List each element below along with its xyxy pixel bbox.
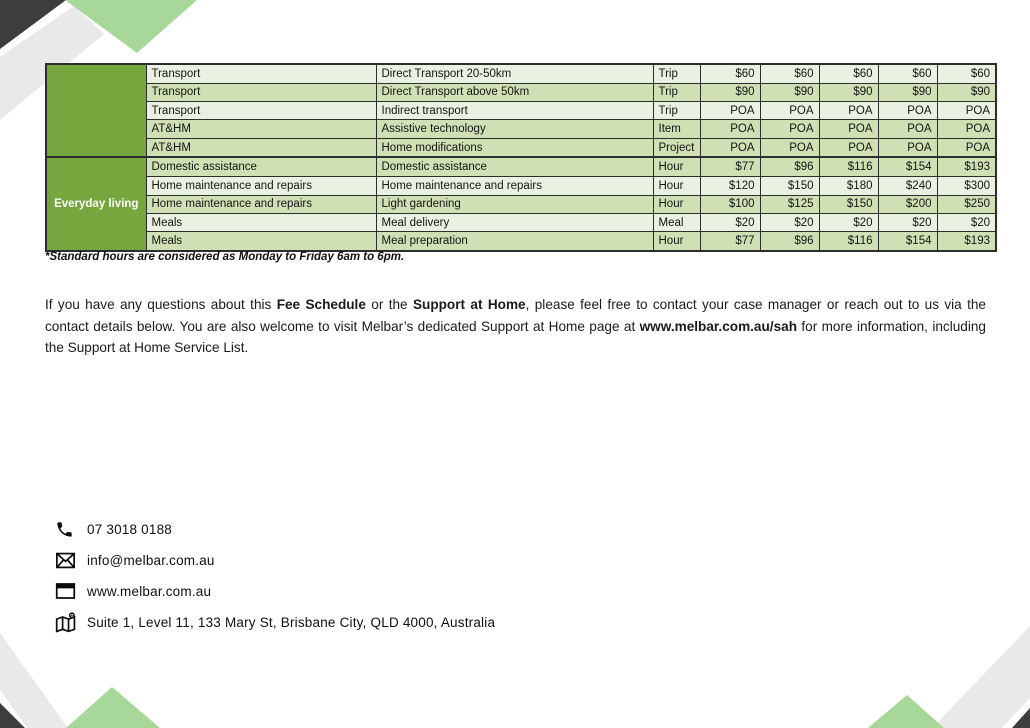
price-cell: $125	[760, 195, 819, 213]
text: , please feel free to contact your case manager or reach out to us via the contact details below. You are also welcome to visit Melbar’s dedicated Support at Home page at	[45, 297, 986, 334]
service-name-cell: Light gardening	[376, 195, 653, 213]
phone-number: 07 3018 0188	[87, 521, 172, 537]
text: or the	[365, 297, 413, 312]
price-cell: $60	[878, 64, 937, 83]
price-cell: $200	[878, 195, 937, 213]
table-row	[46, 138, 996, 157]
unit-cell: Trip	[653, 64, 700, 83]
service-name-cell: Home maintenance and repairs	[376, 177, 653, 195]
price-cell: $60	[937, 64, 996, 83]
price-cell: $120	[700, 177, 760, 195]
service-name-cell: Home modifications	[376, 138, 653, 157]
contact-paragraph	[45, 294, 986, 359]
unit-cell: Project	[653, 138, 700, 157]
unit-cell: Hour	[653, 177, 700, 195]
unit-cell: Trip	[653, 102, 700, 120]
price-cell: $100	[700, 195, 760, 213]
table-row	[46, 120, 996, 138]
text: for more information, including the Support at Home Service List.	[45, 318, 986, 355]
price-cell: POA	[937, 138, 996, 157]
service-type-cell: Transport	[146, 102, 376, 120]
contact-row-website	[55, 580, 495, 602]
table-row	[46, 177, 996, 195]
price-cell: POA	[937, 120, 996, 138]
price-cell: $90	[819, 83, 878, 101]
price-cell: $116	[819, 232, 878, 251]
price-cell: $77	[700, 232, 760, 251]
service-type-cell: AT&HM	[146, 120, 376, 138]
table-row	[46, 195, 996, 213]
text: If you have any questions about this	[45, 297, 277, 312]
service-type-cell: Meals	[146, 232, 376, 251]
price-cell: POA	[760, 120, 819, 138]
price-cell: POA	[700, 138, 760, 157]
service-name-cell: Assistive technology	[376, 120, 653, 138]
unit-cell: Hour	[653, 157, 700, 176]
support-at-home-bold: Support at Home	[412, 297, 526, 312]
price-cell: POA	[819, 102, 878, 120]
unit-cell: Trip	[653, 83, 700, 101]
price-cell: $60	[700, 64, 760, 83]
price-cell: $20	[760, 213, 819, 231]
price-cell: $60	[760, 64, 819, 83]
contact-details	[55, 518, 495, 642]
price-cell: $240	[878, 177, 937, 195]
table-row	[46, 157, 996, 176]
price-cell: $96	[760, 232, 819, 251]
price-cell: $60	[819, 64, 878, 83]
price-cell: $180	[819, 177, 878, 195]
standard-hours-footnote: *Standard hours are considered as Monday to Friday 6am to 6pm.	[45, 251, 405, 263]
price-cell: $150	[760, 177, 819, 195]
service-name-cell: Indirect transport	[376, 102, 653, 120]
fee-schedule-table	[45, 63, 997, 252]
price-cell: POA	[700, 102, 760, 120]
price-cell: POA	[819, 120, 878, 138]
price-cell: $20	[937, 213, 996, 231]
price-cell: POA	[878, 102, 937, 120]
price-cell: POA	[819, 138, 878, 157]
price-cell: POA	[878, 138, 937, 157]
price-cell: $116	[819, 157, 878, 176]
table-row	[46, 232, 996, 251]
table-row	[46, 213, 996, 231]
service-type-cell: Domestic assistance	[146, 157, 376, 176]
phone-icon	[55, 518, 79, 540]
service-type-cell: Transport	[146, 64, 376, 83]
price-cell: $154	[878, 232, 937, 251]
sah-link[interactable]: www.melbar.com.au/sah	[639, 318, 797, 334]
price-cell: POA	[937, 102, 996, 120]
unit-cell: Hour	[653, 232, 700, 251]
bottom-right-green-triangle	[868, 695, 944, 728]
category-cell	[46, 64, 146, 157]
price-cell: POA	[760, 138, 819, 157]
email-icon	[55, 549, 79, 571]
price-cell: POA	[760, 102, 819, 120]
service-type-cell: Transport	[146, 83, 376, 101]
bottom-right-gray-band	[932, 626, 1030, 728]
price-cell: $193	[937, 157, 996, 176]
service-name-cell: Domestic assistance	[376, 157, 653, 176]
category-cell: Everyday living	[46, 157, 146, 251]
service-type-cell: Home maintenance and repairs	[146, 195, 376, 213]
price-cell: $20	[878, 213, 937, 231]
contact-row-email	[55, 549, 495, 571]
price-cell: $20	[700, 213, 760, 231]
contact-row-address	[55, 611, 495, 633]
price-cell: $90	[700, 83, 760, 101]
service-type-cell: AT&HM	[146, 138, 376, 157]
table-row	[46, 102, 996, 120]
price-cell: $150	[819, 195, 878, 213]
unit-cell: Meal	[653, 213, 700, 231]
price-cell: $154	[878, 157, 937, 176]
service-name-cell: Direct Transport above 50km	[376, 83, 653, 101]
bottom-left-green-triangle	[66, 687, 160, 728]
website-icon	[55, 580, 79, 602]
price-cell: $193	[937, 232, 996, 251]
price-cell: $90	[760, 83, 819, 101]
email-address[interactable]: info@melbar.com.au	[87, 552, 215, 568]
map-icon	[55, 611, 79, 633]
service-name-cell: Meal preparation	[376, 232, 653, 251]
price-cell: $300	[937, 177, 996, 195]
service-type-cell: Meals	[146, 213, 376, 231]
street-address: Suite 1, Level 11, 133 Mary St, Brisbane City, QLD 4000, Australia	[87, 614, 496, 630]
price-cell: POA	[700, 120, 760, 138]
service-type-cell: Home maintenance and repairs	[146, 177, 376, 195]
price-cell: $90	[878, 83, 937, 101]
contact-row-phone	[55, 518, 495, 540]
service-name-cell: Meal delivery	[376, 213, 653, 231]
price-cell: $250	[937, 195, 996, 213]
website-url[interactable]: www.melbar.com.au	[87, 583, 212, 599]
unit-cell: Hour	[653, 195, 700, 213]
price-cell: POA	[878, 120, 937, 138]
table-row	[46, 64, 996, 83]
price-cell: $96	[760, 157, 819, 176]
fee-schedule-bold: Fee Schedule	[276, 297, 366, 312]
table-row	[46, 83, 996, 101]
price-cell: $20	[819, 213, 878, 231]
price-cell: $77	[700, 157, 760, 176]
unit-cell: Item	[653, 120, 700, 138]
service-name-cell: Direct Transport 20-50km	[376, 64, 653, 83]
price-cell: $90	[937, 83, 996, 101]
